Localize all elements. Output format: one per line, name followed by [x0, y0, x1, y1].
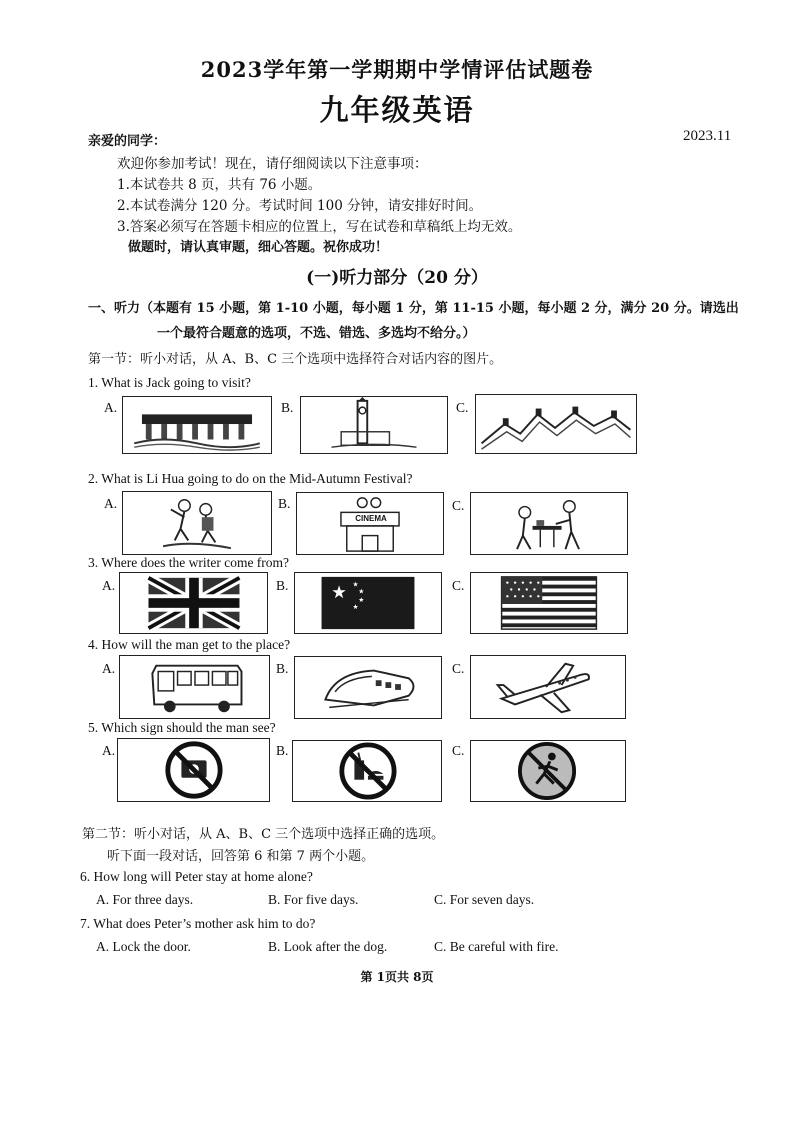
great-wall-icon	[476, 395, 636, 453]
svg-text:★: ★	[352, 602, 359, 611]
train-icon	[295, 657, 441, 718]
option-a[interactable]: A. Lock the door.	[96, 939, 191, 954]
question-text: 7. What does Peter’s mother ask him to do?	[80, 916, 316, 931]
option-image-dam[interactable]	[122, 396, 272, 454]
option-image-train[interactable]	[294, 656, 442, 719]
svg-text:★: ★	[358, 596, 365, 605]
option-image-bus[interactable]	[119, 655, 270, 719]
question-text: 4. How will the man get to the place?	[88, 637, 291, 652]
china-flag-icon	[295, 573, 441, 633]
option-image-uk-flag[interactable]	[119, 572, 268, 634]
notice-line: 2.本试卷满分 120 分。考试时间 100 分钟，请安排好时间。	[117, 198, 483, 214]
plane-icon	[471, 656, 625, 718]
option-image-hiking[interactable]	[122, 491, 272, 555]
option-image-china-flag[interactable]	[294, 572, 442, 634]
greeting: 亲爱的同学：	[88, 134, 167, 149]
option-image-big-ben[interactable]	[300, 396, 448, 454]
option-image-no-food[interactable]	[292, 740, 442, 802]
section-title: (一)听力部分（20 分）	[306, 268, 488, 288]
question-text: 3. Where does the writer come from?	[88, 555, 290, 570]
exam-subject: 九年级英语	[319, 93, 475, 127]
option-image-cinema[interactable]	[296, 492, 444, 555]
option-a[interactable]: A. For three days.	[96, 892, 194, 907]
option-label: A.	[104, 400, 118, 415]
option-label: B.	[276, 578, 289, 593]
option-image-dinner[interactable]	[470, 492, 628, 555]
option-label: B.	[281, 400, 294, 415]
notice-line: 3.答案必须写在答题卡相应的位置上，写在试卷和草稿纸上均无效。	[117, 219, 522, 235]
option-label: A.	[102, 578, 116, 593]
option-image-plane[interactable]	[470, 655, 626, 719]
subsection-title: 第一节：听小对话，从 A、B、C 三个选项中选择符合对话内容的图片。	[88, 352, 503, 367]
bus-icon	[120, 656, 269, 718]
option-label: C.	[456, 400, 469, 415]
question-text: 2. What is Li Hua going to do on the Mid-Autumn Festival?	[88, 471, 413, 486]
cinema-sign: CINEMA	[355, 514, 387, 523]
part-title: 一、听力（本题有 15 小题，第 1-10 小题，每小题 1 分，第 11-15 小题，每小题 2 分，满分 20 分。请选出	[88, 301, 739, 316]
notice-line: 欢迎你参加考试！现在，请仔细阅读以下注意事项：	[117, 156, 428, 172]
svg-text:★: ★	[352, 580, 359, 589]
exam-date: 2023.11	[683, 128, 732, 144]
option-label: B.	[278, 496, 291, 511]
option-label: A.	[102, 743, 116, 758]
option-image-us-flag[interactable]	[470, 572, 628, 634]
page-footer: 第 1页共 8页	[360, 970, 434, 984]
uk-flag-icon	[120, 573, 267, 633]
option-label: A.	[104, 496, 118, 511]
hiking-icon	[123, 492, 271, 554]
part-title-cont: 一个最符合题意的选项，不选、错选、多选均不给分。）	[157, 326, 476, 341]
option-c[interactable]: C. Be careful with fire.	[434, 939, 559, 954]
cinema-icon	[297, 493, 443, 554]
question-text: 1. What is Jack going to visit?	[88, 375, 251, 390]
question-text: 6. How long will Peter stay at home alone?	[80, 869, 313, 884]
question-text: 5. Which sign should the man see?	[88, 720, 276, 735]
option-label: B.	[276, 661, 289, 676]
option-image-no-camera[interactable]	[117, 738, 270, 802]
subsection-note: 听下面一段对话，回答第 6 和第 7 两个小题。	[107, 849, 375, 864]
notice-line: 1.本试卷共 8 页，共有 76 小题。	[117, 177, 322, 193]
exam-title: 2023学年第一学期期中学情评估试题卷	[200, 57, 594, 82]
svg-text:★: ★	[331, 583, 347, 604]
no-camera-icon	[118, 739, 269, 801]
option-c[interactable]: C. For seven days.	[434, 892, 535, 907]
option-label: C.	[452, 578, 465, 593]
no-running-icon	[471, 741, 625, 801]
option-label: A.	[102, 661, 116, 676]
svg-text:★: ★	[358, 587, 365, 596]
notice-line: 做题时，请认真审题，细心答题。祝你成功！	[128, 240, 389, 255]
dinner-icon	[471, 493, 627, 554]
us-flag-icon	[471, 573, 627, 633]
option-label: C.	[452, 661, 465, 676]
option-image-no-running[interactable]	[470, 740, 626, 802]
dam-icon	[123, 397, 271, 453]
option-image-great-wall[interactable]	[475, 394, 637, 454]
option-label: B.	[276, 743, 289, 758]
option-b[interactable]: B. Look after the dog.	[268, 939, 388, 954]
option-b[interactable]: B. For five days.	[268, 892, 359, 907]
option-label: C.	[452, 498, 465, 513]
option-label: C.	[452, 743, 465, 758]
no-food-icon	[293, 741, 441, 801]
subsection-title: 第二节：听小对话，从 A、B、C 三个选项中选择正确的选项。	[82, 827, 445, 842]
big-ben-icon	[301, 397, 447, 453]
